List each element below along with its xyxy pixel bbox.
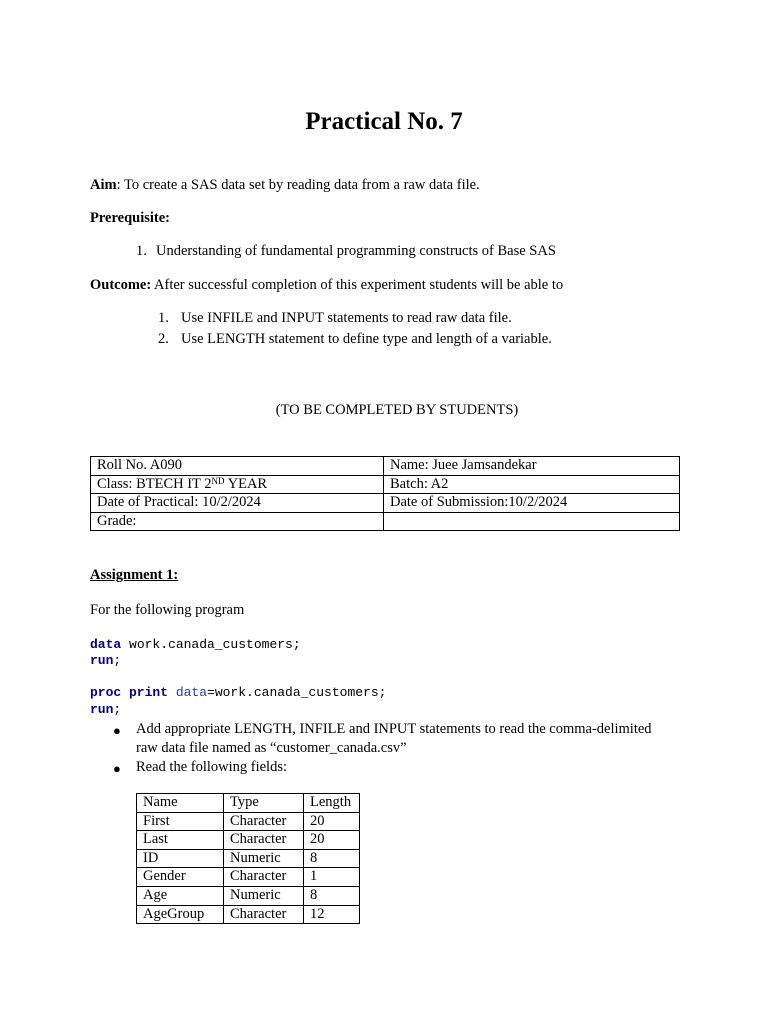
table-row	[137, 905, 360, 924]
assignment-intro: For the following program	[90, 602, 245, 618]
code-line	[90, 653, 121, 668]
code-line	[90, 637, 301, 652]
table-row	[137, 886, 360, 905]
field-name: Gender	[137, 868, 224, 887]
code-line	[90, 685, 386, 700]
list-item-text: Use LENGTH statement to define type and length of a variable.	[181, 331, 552, 347]
assignment-heading: Assignment 1:	[90, 567, 179, 583]
bullet-icon: ●	[113, 761, 121, 776]
code-text: work.canada_customers;	[121, 637, 301, 652]
date-of-practical: Date of Practical: 10/2/2024	[91, 494, 384, 513]
code-option: data	[168, 685, 208, 700]
field-name: AgeGroup	[137, 905, 224, 924]
outcome-item	[158, 331, 552, 348]
students-note: (TO BE COMPLETED BY STUDENTS)	[275, 402, 519, 418]
outcome-item	[158, 310, 512, 327]
field-name: ID	[137, 849, 224, 868]
prerequisite-item	[136, 243, 556, 260]
code-keyword: run	[90, 702, 114, 717]
bullet-text-continued: raw data file named as “customer_canada.csv”	[136, 740, 407, 756]
aim-text: : To create a SAS data set by reading data from a raw data file.	[116, 177, 480, 193]
class-year: YEAR	[224, 475, 268, 492]
column-header: Type	[224, 794, 304, 813]
class-text: Class: BTECH IT 2	[97, 475, 212, 492]
code-line	[90, 702, 121, 717]
bullet-icon: ●	[113, 723, 121, 738]
bullet-text: Read the following fields:	[136, 759, 288, 775]
code-keyword: proc print	[90, 685, 169, 700]
table-row	[91, 494, 680, 513]
list-number: 2.	[158, 331, 169, 347]
code-keyword: run	[90, 653, 114, 668]
code-text: ;	[113, 653, 122, 668]
batch: Batch: A2	[384, 475, 680, 494]
fields-table	[136, 793, 360, 924]
table-row	[91, 457, 680, 476]
field-type: Character	[224, 905, 304, 924]
outcome-text: After successful completion of this experiment students will be able to	[151, 277, 564, 293]
field-type: Numeric	[224, 886, 304, 905]
outcome-label: Outcome:	[90, 277, 152, 293]
list-item-text: Understanding of fundamental programming constructs of Base SAS	[156, 243, 556, 259]
field-length: 1	[304, 868, 360, 887]
list-number: 1.	[136, 243, 147, 259]
table-header-row	[137, 794, 360, 813]
table-row	[91, 475, 680, 494]
field-type: Numeric	[224, 849, 304, 868]
table-row	[137, 868, 360, 887]
prerequisite-label: Prerequisite:	[90, 210, 170, 226]
column-header: Length	[304, 794, 360, 813]
field-name: Age	[137, 886, 224, 905]
field-name: First	[137, 812, 224, 831]
field-length: 8	[304, 849, 360, 868]
code-keyword: data	[90, 637, 122, 652]
class-cell	[91, 475, 384, 494]
code-text: =work.canada_customers;	[207, 685, 387, 700]
table-row	[137, 849, 360, 868]
outcome-line	[90, 277, 563, 294]
list-number: 1.	[158, 310, 169, 326]
roll-number: Roll No. A090	[91, 457, 384, 476]
grade-value	[384, 512, 680, 531]
bullet-text: Add appropriate LENGTH, INFILE and INPUT statements to read the comma-delimited	[136, 721, 652, 737]
page-title: Practical No. 7	[305, 108, 463, 135]
list-item-text: Use INFILE and INPUT statements to read raw data file.	[181, 310, 512, 326]
column-header: Name	[137, 794, 224, 813]
field-length: 20	[304, 831, 360, 850]
aim-label: Aim	[90, 177, 117, 193]
table-row	[137, 812, 360, 831]
field-length: 8	[304, 886, 360, 905]
field-length: 12	[304, 905, 360, 924]
date-of-submission: Date of Submission:10/2/2024	[384, 494, 680, 513]
grade-label: Grade:	[91, 512, 384, 531]
class-superscript: ND	[211, 475, 225, 486]
field-type: Character	[224, 812, 304, 831]
table-row	[137, 831, 360, 850]
student-info-table	[90, 456, 680, 531]
student-name: Name: Juee Jamsandekar	[384, 457, 680, 476]
aim-line	[90, 177, 480, 194]
field-length: 20	[304, 812, 360, 831]
field-type: Character	[224, 831, 304, 850]
table-row	[91, 512, 680, 531]
field-name: Last	[137, 831, 224, 850]
code-text: ;	[113, 702, 122, 717]
field-type: Character	[224, 868, 304, 887]
